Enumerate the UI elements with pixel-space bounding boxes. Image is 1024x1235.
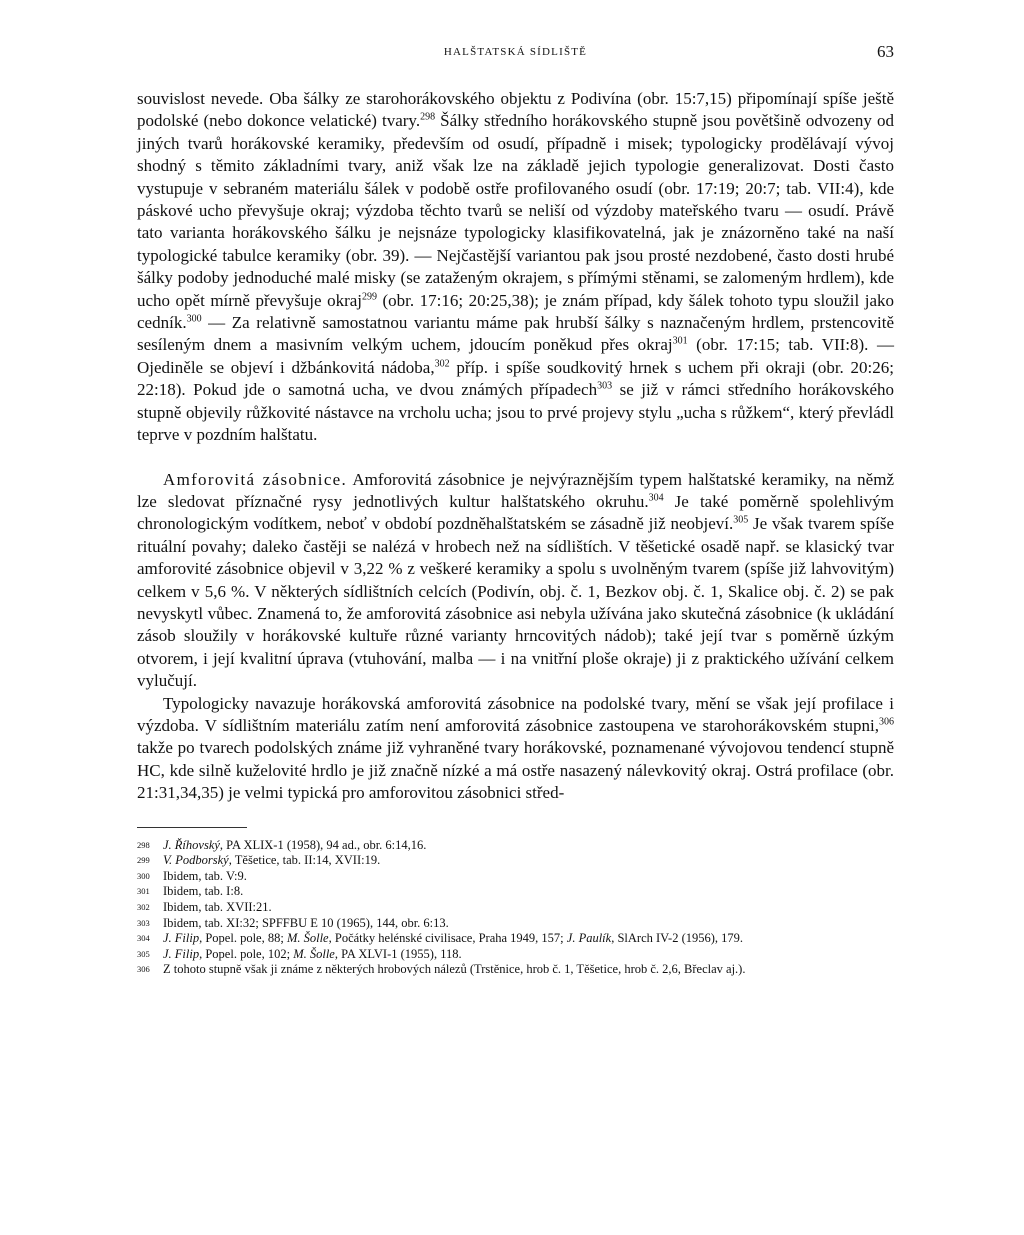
footnote-body: , SlArch IV-2 (1956), 179. [611, 931, 744, 946]
footnote-ref-299[interactable]: 299 [362, 291, 378, 302]
text-run: Amforovitá zásobnice je nejvýraznějším typem halštatské keramiky, na němž lze sledovat příznačné rysy jednotlivých kultur halštatského okruhu. [137, 469, 895, 511]
text-run: Typologicky navazuje horákovská amforovitá zásobnice na podolské tvary, mění se však její profilace i výzdoba. V sídlištním materiálu zatím není amforovitá zásobnice zastoupena ve starohorákovském stupni, [137, 693, 894, 735]
footnote-302 [137, 900, 894, 916]
footnote-305 [137, 947, 894, 963]
footnotes [137, 838, 894, 978]
footnote-text: Ibidem, tab. I:8. [163, 884, 244, 899]
paragraph-3 [137, 693, 894, 805]
footnote-306 [137, 962, 894, 978]
footnote-ref-303[interactable]: 303 [597, 380, 613, 392]
running-head: HALŠTATSKÁ SÍDLIŠTĚ [443, 46, 588, 58]
paragraph-2 [137, 469, 894, 693]
footnote-number: 306 [137, 964, 150, 975]
text-run: (obr. 17:16; 20:25,38); je znám případ, kdy šálek tohoto typu sloužil jako cedník. [137, 290, 894, 333]
section-title: Amforovitá zásobnice. [163, 469, 348, 489]
footnote-body: , Popel. pole, 102; [199, 946, 294, 961]
text-run: takže po tvarech podolských známe již vyhraněné tvary horákovské, poznamenané vývojovou tendencí stupně HC, kde silně kuželovité hrdlo je již značně nízké a má ostře nasazený nálevkovitý okraj. Ostrá profilace (obr. 21:31,34,35) je velmi typická pro amforovitou zásobnici střed- [137, 738, 894, 803]
footnote-body: , PA XLIX-1 (1958), 94 ad., obr. 6:14,16. [219, 837, 427, 852]
text-run: souvislost nevede. Oba šálky ze starohorákovského objektu z Podivína (obr. 15:7,15) připomínají spíše ještě podolské (nebo dokonce velatické) tvary. [137, 89, 894, 131]
footnote-body: , Počátky helénské civilisace, Praha 1949, 157; [328, 931, 567, 946]
footnote-body: , PA XLVI-1 (1955), 118. [334, 946, 462, 961]
footnote-author: J. Filip [163, 931, 200, 946]
page-header [137, 40, 894, 64]
page [137, 40, 894, 978]
footnote-number: 299 [137, 855, 150, 866]
footnote-ref-298[interactable]: 298 [420, 111, 436, 123]
footnote-text: Ibidem, tab. V:9. [163, 868, 247, 883]
text-run: Je také poměrně spolehlivým chronologickým vodítkem, neboť v období pozdněhalštatském se zásadně již neobjeví. [137, 491, 894, 534]
text-run: Je však tvarem spíše rituální povahy; daleko častěji se nalézá v hrobech než na sídlištích. V těšetické osadě např. se klasický tvar amforovité zásobnice objevil v 3,22 % z veškeré keramiky a spolu s uvolněným tvarem (spíše již lahvovitým) celkem v 5,6 %. V některých sídlištních celcích (Podivín, obj. č. 1, Bezkov obj. č. 1, Skalice obj. č. 2) se pak nevyskytl vůbec. Znamená to, že amforovitá zásobnice asi nebyla užívána jako skutečná zásobnice (k ukládání zásob sloužily v horákovské kultuře různé varianty hrncovitých nádob); také její tvar s poměrně úzkým otvorem, i její kvalitní úprava (vtuhování, malba — i na vnitřní ploše okraje) ji z praktického užívání celkem vylučují. [137, 514, 894, 691]
footnote-text [163, 947, 894, 963]
footnote-text: Z tohoto stupně však ji známe z některých hrobových nálezů (Trstěnice, hrob č. 1, Těšetice, hrob č. 2,6, Břeclav aj.). [163, 962, 746, 977]
footnote-ref-305[interactable]: 305 [733, 514, 749, 526]
page-number: 63 [877, 42, 894, 61]
footnote-301 [137, 884, 894, 900]
footnote-text [163, 853, 894, 869]
footnote-303 [137, 916, 894, 932]
footnote-author: M. Šolle [286, 931, 329, 946]
footnote-body: , Těšetice, tab. II:14, XVII:19. [228, 853, 381, 868]
footnote-number: 305 [137, 948, 150, 959]
footnote-ref-304[interactable]: 304 [648, 492, 664, 504]
paragraph-1 [137, 88, 894, 447]
footnote-number: 302 [137, 901, 150, 912]
footnote-author: J. Říhovský [163, 837, 220, 852]
footnote-number: 304 [137, 933, 150, 944]
footnote-text [163, 838, 894, 854]
text-run: se již v rámci středního horákovského stupně objevily růžkovité nástavce na vrcholu ucha; jsou to prvé projevy stylu „ucha s růžkem“, který převládl teprve v pozdním halštatu. [137, 380, 894, 445]
footnote-number: 300 [137, 870, 150, 881]
text-run: — Za relativně samostatnou variantu máme pak hrubší šálky s naznačeným hrdlem, prstencovitě sesíleným dnem a masivním velkým uchem, jdoucím poněkud přes okraj [137, 313, 894, 355]
footnote-299 [137, 853, 894, 869]
footnote-298 [137, 838, 894, 854]
footnote-300 [137, 869, 894, 885]
footnote-number: 303 [137, 917, 150, 928]
footnote-304 [137, 931, 894, 947]
footnote-ref-302[interactable]: 302 [434, 358, 450, 370]
footnote-ref-301[interactable]: 301 [672, 335, 688, 347]
text-run: příp. i spíše soudkovitý hrnek s uchem při okraji (obr. 20:26; 22:18). Pokud jde o samotná ucha, ve dvou známých případech [137, 357, 894, 400]
footnote-ref-300[interactable]: 300 [186, 313, 202, 325]
footnote-author: M. Šolle [293, 946, 335, 961]
footnote-divider [137, 827, 247, 828]
body-text [137, 88, 894, 805]
footnote-author: J. Filip [163, 946, 200, 961]
footnote-body: , Popel. pole, 88; [199, 931, 287, 946]
footnote-number: 298 [137, 839, 150, 850]
footnote-author: V. Podborský [163, 853, 229, 868]
footnote-text [163, 931, 894, 947]
footnote-author: J. Paulík [566, 931, 612, 946]
text-run: Šálky středního horákovského stupně jsou povětšině odvozeny od jiných tvarů horákovské keramiky, především od osudí, případně i misek; typologicky prodělávají vývoj shodný s těmito základními tvary, aniž však lze na základě jejich typologie generalizovat. Dosti často vystupuje v sebraném materiálu šálek v podobě ostře profilovaného osudí (obr. 17:19; 20:7; tab. VII:4), kde páskové ucho převyšuje okraj; výzdoba těchto tvarů se neliší od výzdoby mateřského tvaru — osudí. Právě tato varianta horákovského šálku je nejsnáze typologicky klasifikovatelná, jak je znázorněno také na naší typologické tabulce keramiky (obr. 39). — Nejčastější variantou pak jsou prosté nezdobené, často dosti hrubé šálky podoby jednoduché malé misky (se zataženým okrajem, s přímými stěnami, se zalomeným hrdlem), kde ucho opět mírně převyšuje okraj [137, 111, 894, 310]
footnote-text: Ibidem, tab. XVII:21. [163, 899, 272, 914]
footnote-ref-306[interactable]: 306 [879, 716, 894, 728]
footnote-text: Ibidem, tab. XI:32; SPFFBU E 10 (1965), 144, obr. 6:13. [163, 915, 449, 930]
footnote-number: 301 [137, 886, 150, 897]
text-run: (obr. 17:15; tab. VII:8). — Ojediněle se objeví i džbánkovitá nádoba, [137, 335, 894, 377]
